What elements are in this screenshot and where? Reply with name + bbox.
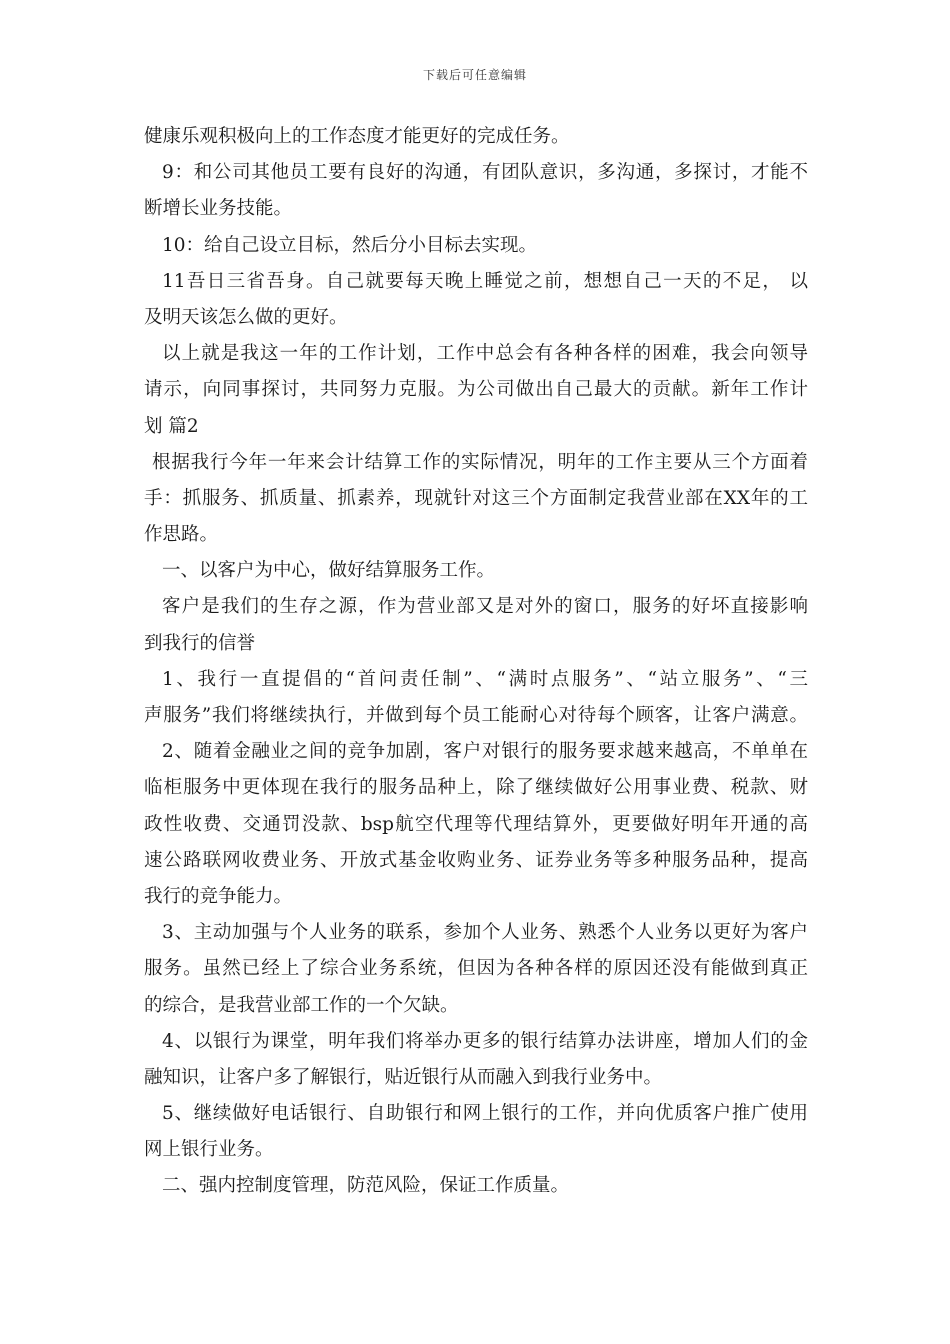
text-line: 声服务”我们将继续执行，并做到每个员工能耐心对待每个顾客，让客户满意。 bbox=[144, 705, 808, 726]
text-line: 融知识，让客户多了解银行，贴近银行从而融入到我行业务中。 bbox=[144, 1066, 663, 1088]
text-line: 我行的竞争能力。 bbox=[144, 885, 293, 907]
text-line: 10：给自己设立目标，然后分小目标去实现。 bbox=[162, 234, 538, 256]
text-line: 根据我行今年一年来会计结算工作的实际情况，明年的工作主要从三个方面着 bbox=[152, 451, 808, 473]
text-line: 2、随着金融业之间的竞争加剧，客户对银行的服务要求越来越高，不单单在 bbox=[162, 741, 808, 763]
text-line: 4、以银行为课堂，明年我们将举办更多的银行结算办法讲座，增加人们的金 bbox=[162, 1030, 808, 1052]
document-body bbox=[144, 119, 808, 1205]
text-line: 一、以客户为中心，做好结算服务工作。 bbox=[162, 560, 496, 582]
text-line: 请示，向同事探讨，共同努力克服。为公司做出自己最大的贡献。新年工作计 bbox=[144, 379, 808, 401]
text-line: 作思路。 bbox=[144, 524, 219, 546]
text-line: 及明天该怎么做的更好。 bbox=[144, 306, 348, 328]
text-line: 临柜服务中更体现在我行的服务品种上，除了继续做好公用事业费、税款、财 bbox=[144, 777, 808, 799]
text-line: 网上银行业务。 bbox=[144, 1139, 274, 1161]
text-line: 二、强内控制度管理，防范风险，保证工作质量。 bbox=[162, 1175, 570, 1197]
text-line: 3、主动加强与个人业务的联系，参加个人业务、熟悉个人业务以更好为客户 bbox=[162, 922, 808, 944]
text-line: 政性收费、交通罚没款、bsp航空代理等代理结算外，更要做好明年开通的高 bbox=[144, 813, 808, 835]
text-line: 划 篇2 bbox=[144, 415, 199, 437]
text-line: 1、我行一直提倡的“首问责任制”、“满时点服务”、“站立服务”、“三 bbox=[162, 668, 808, 690]
text-line: 服务。虽然已经上了综合业务系统，但因为各种各样的原因还没有能做到真正 bbox=[144, 958, 808, 980]
text-line: 到我行的信誉 bbox=[144, 632, 256, 654]
text-line: 速公路联网收费业务、开放式基金收购业务、证券业务等多种服务品种，提高 bbox=[144, 849, 808, 871]
page-header-note: 下载后可任意编辑 bbox=[422, 68, 527, 82]
text-line: 手：抓服务、抓质量、抓素养，现就针对这三个方面制定我营业部在XX年的工 bbox=[144, 487, 808, 509]
text-line: 以上就是我这一年的工作计划，工作中总会有各种各样的困难，我会向领导 bbox=[162, 343, 808, 365]
text-line: 客户是我们的生存之源，作为营业部又是对外的窗口，服务的好坏直接影响 bbox=[162, 596, 808, 618]
text-line: 的综合，是我营业部工作的一个欠缺。 bbox=[144, 994, 459, 1016]
text-line: 11吾日三省吾身。自己就要每天晚上睡觉之前，想想自己一天的不足， 以 bbox=[162, 270, 808, 292]
text-line: 9：和公司其他员工要有良好的沟通，有团队意识，多沟通，多探讨，才能不 bbox=[162, 162, 808, 184]
text-line: 5、继续做好电话银行、自助银行和网上银行的工作，并向优质客户推广使用 bbox=[162, 1103, 808, 1125]
text-line: 健康乐观积极向上的工作态度才能更好的完成任务。 bbox=[144, 126, 570, 147]
text-line: 断增长业务技能。 bbox=[144, 198, 293, 220]
